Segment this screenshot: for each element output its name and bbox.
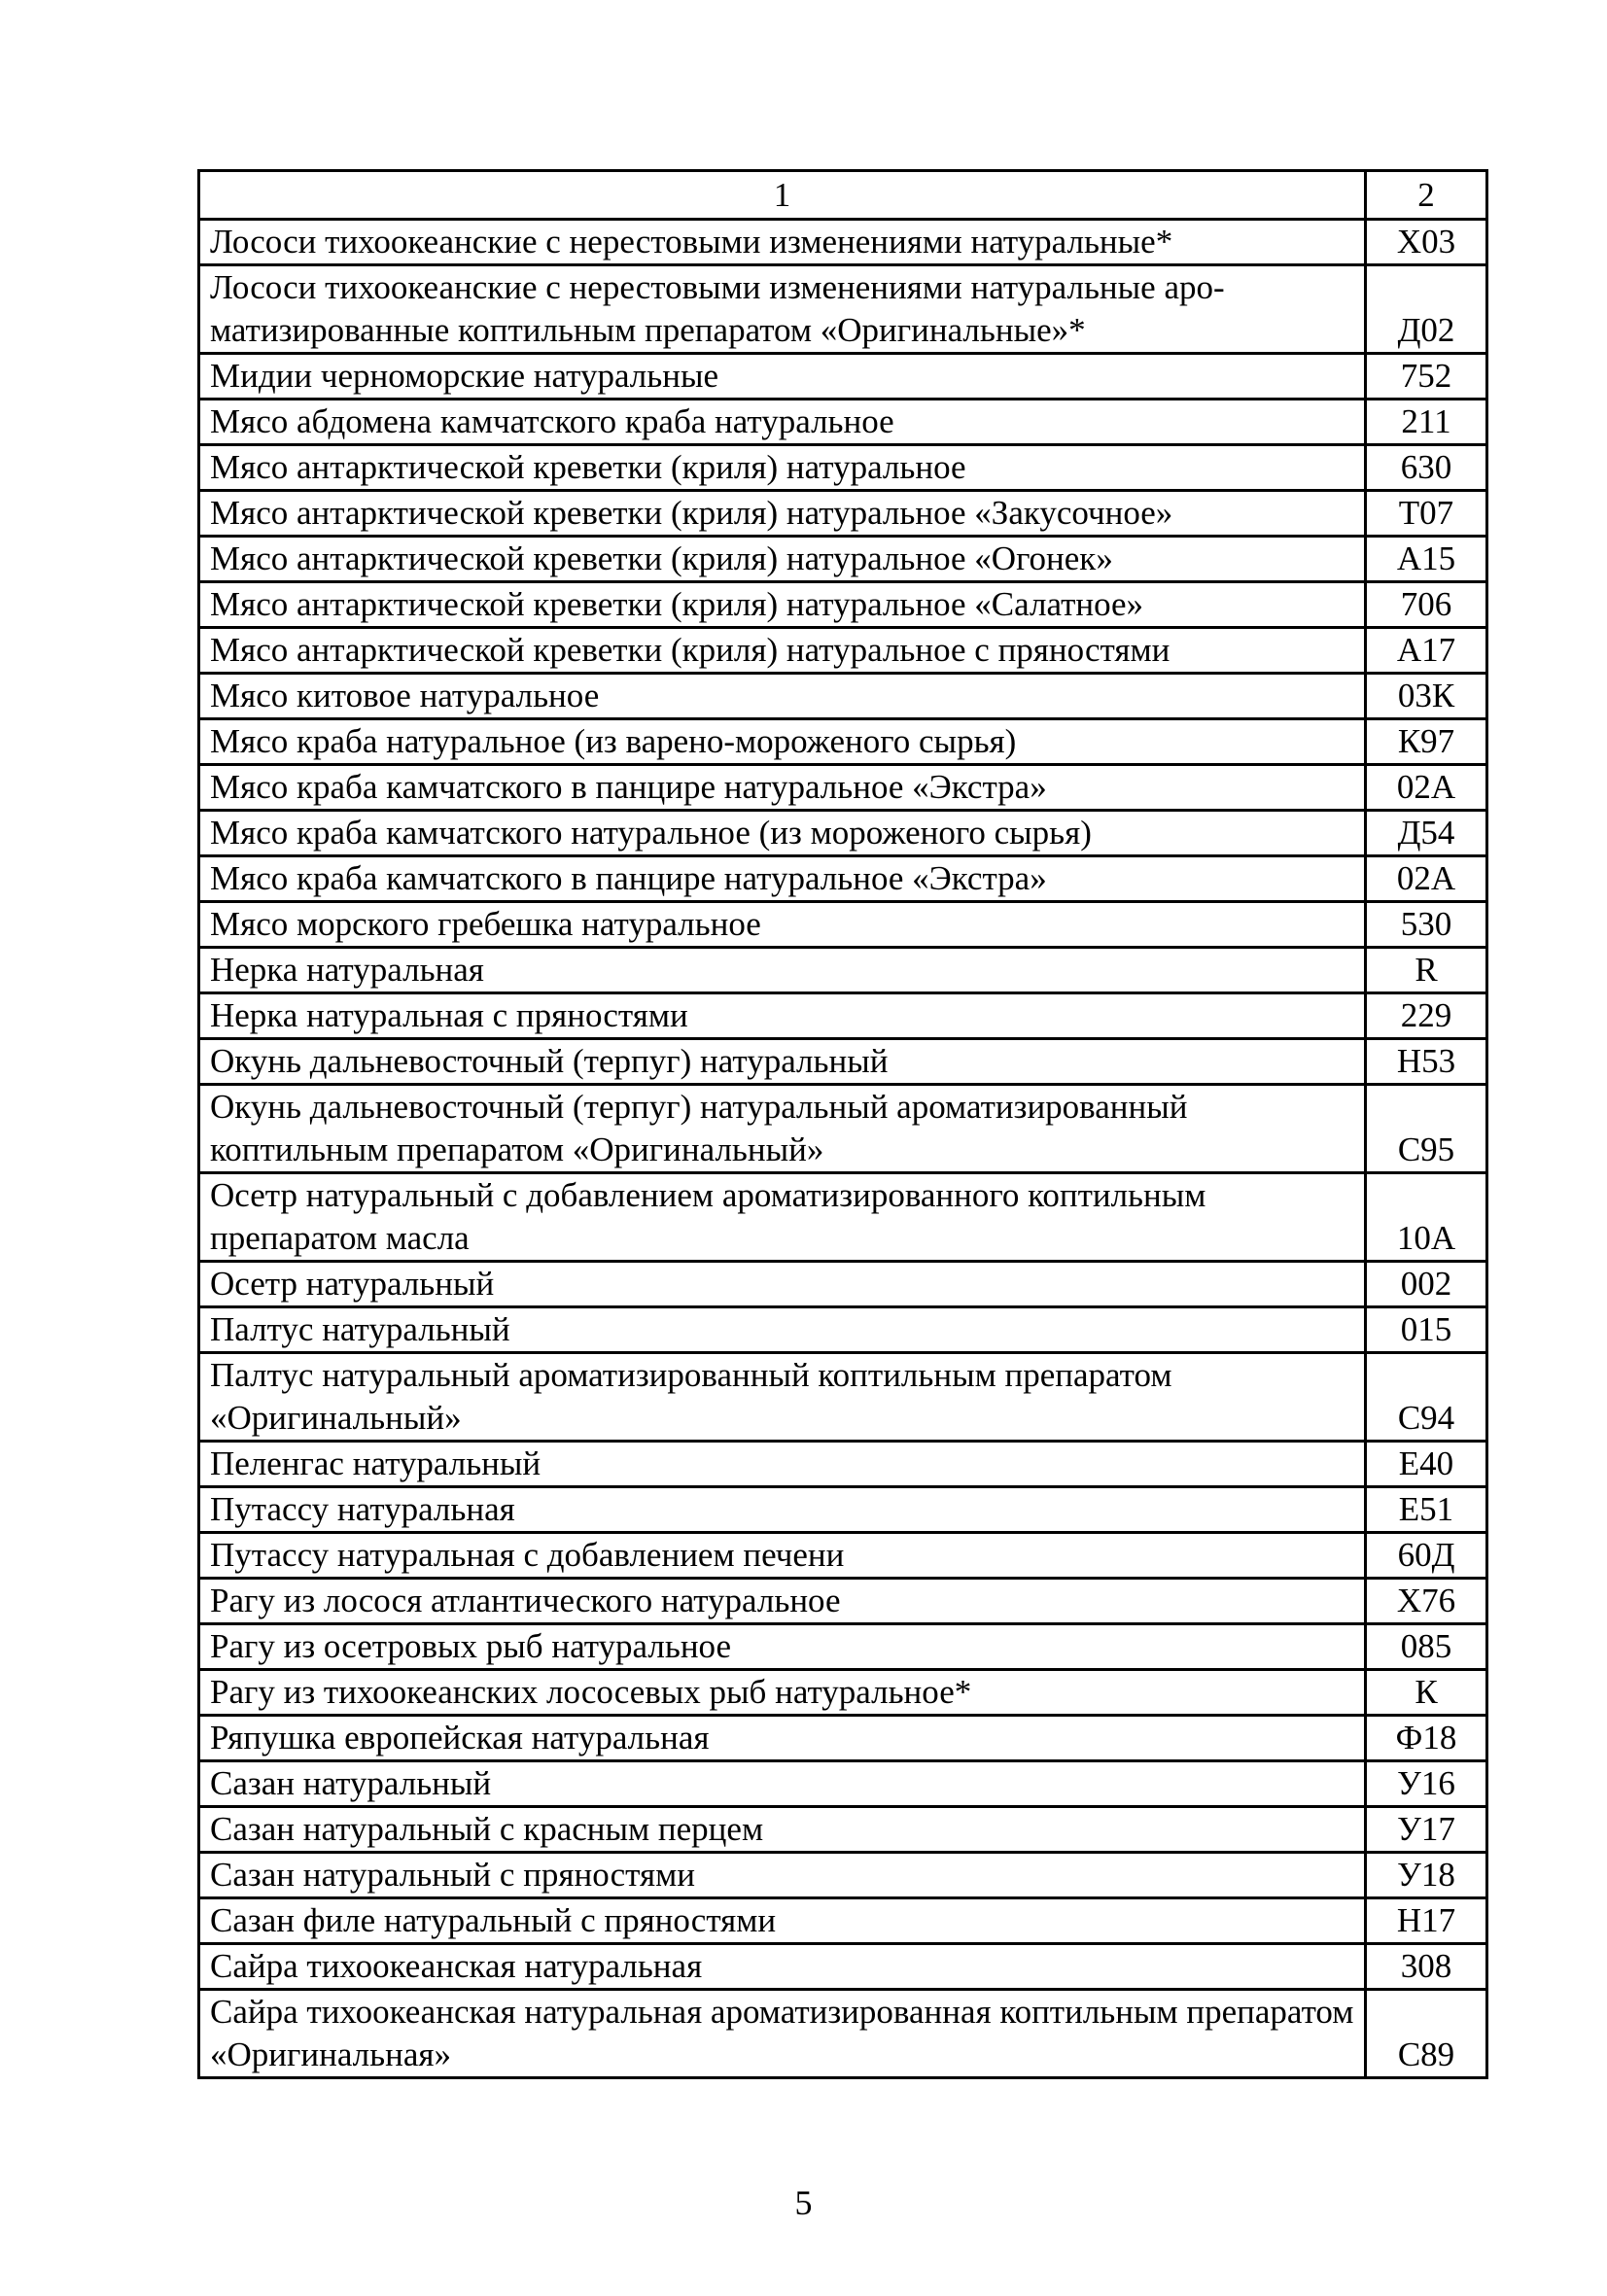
product-name-cell: Мясо краба камчатского в панцире натуральное «Экстра» <box>199 765 1366 811</box>
product-code-cell: У18 <box>1366 1853 1487 1898</box>
product-code-cell: К97 <box>1366 719 1487 765</box>
product-name-cell: Палтус натуральный <box>199 1307 1366 1353</box>
table-row <box>199 1307 1487 1353</box>
product-name-cell: Путассу натуральная <box>199 1487 1366 1533</box>
table-row <box>199 1898 1487 1944</box>
product-name-cell: Лососи тихоокеанские с нерестовыми изменениями натуральные аро-матизированные коптильным препаратом «Оригинальные»* <box>199 265 1366 354</box>
table-row <box>199 1807 1487 1853</box>
table-row <box>199 1173 1487 1262</box>
product-code-cell: Ф18 <box>1366 1716 1487 1761</box>
product-name-cell: Мясо антарктической креветки (криля) натуральное с пряностями <box>199 628 1366 674</box>
table-row <box>199 1990 1487 2078</box>
product-code-cell: 308 <box>1366 1944 1487 1990</box>
table-row <box>199 354 1487 400</box>
table-row <box>199 445 1487 491</box>
product-code-cell: 03К <box>1366 674 1487 719</box>
product-code-cell: Н17 <box>1366 1898 1487 1944</box>
table-row <box>199 1624 1487 1670</box>
product-name-cell: Сазан натуральный с пряностями <box>199 1853 1366 1898</box>
product-code-cell: Н53 <box>1366 1039 1487 1085</box>
table-row <box>199 1085 1487 1173</box>
table-row <box>199 856 1487 902</box>
table-row <box>199 1487 1487 1533</box>
product-name-cell: Окунь дальневосточный (терпуг) натуральный <box>199 1039 1366 1085</box>
product-code-cell: 085 <box>1366 1624 1487 1670</box>
table-row <box>199 765 1487 811</box>
table-row <box>199 1353 1487 1442</box>
product-code-cell: А17 <box>1366 628 1487 674</box>
product-name-cell: Сайра тихоокеанская натуральная ароматизированная коптильным препаратом «Оригинальная» <box>199 1990 1366 2078</box>
table-row <box>199 220 1487 265</box>
table-row <box>199 265 1487 354</box>
product-code-cell: 630 <box>1366 445 1487 491</box>
table-row <box>199 400 1487 445</box>
product-code-cell: Х03 <box>1366 220 1487 265</box>
table-row <box>199 537 1487 582</box>
product-name-cell: Мясо абдомена камчатского краба натуральное <box>199 400 1366 445</box>
table-row <box>199 491 1487 537</box>
product-code-cell: R <box>1366 948 1487 993</box>
product-code-cell: С95 <box>1366 1085 1487 1173</box>
product-name-cell: Рагу из тихоокеанских лососевых рыб натуральное* <box>199 1670 1366 1716</box>
table-row <box>199 1670 1487 1716</box>
table-row <box>199 948 1487 993</box>
product-code-cell: Д02 <box>1366 265 1487 354</box>
product-code-cell: 10А <box>1366 1173 1487 1262</box>
product-code-cell: 02А <box>1366 856 1487 902</box>
header-row <box>199 171 1487 220</box>
product-code-cell: 530 <box>1366 902 1487 948</box>
product-name-cell: Сазан натуральный с красным перцем <box>199 1807 1366 1853</box>
table-row <box>199 1579 1487 1624</box>
product-code-cell: С89 <box>1366 1990 1487 2078</box>
product-code-table <box>197 169 1488 2079</box>
product-name-cell: Окунь дальневосточный (терпуг) натуральный ароматизированный коптильным препаратом «Оригинальный» <box>199 1085 1366 1173</box>
table-row <box>199 1533 1487 1579</box>
page-number: 5 <box>794 2183 813 2222</box>
product-name-cell: Мясо антарктической креветки (криля) натуральное <box>199 445 1366 491</box>
product-code-cell: А15 <box>1366 537 1487 582</box>
product-code-cell: Х76 <box>1366 1579 1487 1624</box>
product-name-cell: Мясо китовое натуральное <box>199 674 1366 719</box>
table-row <box>199 1262 1487 1307</box>
product-name-cell: Мидии черноморские натуральные <box>199 354 1366 400</box>
product-code-cell: 60Д <box>1366 1533 1487 1579</box>
product-code-cell: Д54 <box>1366 811 1487 856</box>
column-header-2: 2 <box>1366 171 1487 220</box>
product-name-cell: Нерка натуральная с пряностями <box>199 993 1366 1039</box>
table-row <box>199 1944 1487 1990</box>
table-body <box>199 220 1487 2078</box>
product-name-cell: Мясо краба натуральное (из варено-мороженого сырья) <box>199 719 1366 765</box>
product-name-cell: Мясо краба камчатского в панцире натуральное «Экстра» <box>199 856 1366 902</box>
product-code-cell: 015 <box>1366 1307 1487 1353</box>
table-row <box>199 1039 1487 1085</box>
product-code-cell: К <box>1366 1670 1487 1716</box>
product-code-cell: У16 <box>1366 1761 1487 1807</box>
table-row <box>199 1442 1487 1487</box>
table-row <box>199 582 1487 628</box>
column-header-1: 1 <box>199 171 1366 220</box>
table-row <box>199 1716 1487 1761</box>
product-name-cell: Сайра тихоокеанская натуральная <box>199 1944 1366 1990</box>
table-row <box>199 811 1487 856</box>
product-code-cell: 211 <box>1366 400 1487 445</box>
product-code-cell: 752 <box>1366 354 1487 400</box>
table-row <box>199 719 1487 765</box>
product-code-cell: 229 <box>1366 993 1487 1039</box>
table-row <box>199 1761 1487 1807</box>
product-code-cell: У17 <box>1366 1807 1487 1853</box>
product-name-cell: Рагу из осетровых рыб натуральное <box>199 1624 1366 1670</box>
product-name-cell: Пеленгас натуральный <box>199 1442 1366 1487</box>
product-code-cell: Е51 <box>1366 1487 1487 1533</box>
table-row <box>199 674 1487 719</box>
product-name-cell: Путассу натуральная с добавлением печени <box>199 1533 1366 1579</box>
product-name-cell: Ряпушка европейская натуральная <box>199 1716 1366 1761</box>
table-row <box>199 1853 1487 1898</box>
product-name-cell: Мясо морского гребешка натуральное <box>199 902 1366 948</box>
product-code-cell: 002 <box>1366 1262 1487 1307</box>
table-row <box>199 993 1487 1039</box>
product-name-cell: Мясо антарктической креветки (криля) натуральное «Закусочное» <box>199 491 1366 537</box>
product-code-cell: Е40 <box>1366 1442 1487 1487</box>
product-code-cell: 02А <box>1366 765 1487 811</box>
product-name-cell: Осетр натуральный <box>199 1262 1366 1307</box>
product-name-cell: Рагу из лосося атлантического натуральное <box>199 1579 1366 1624</box>
product-code-cell: С94 <box>1366 1353 1487 1442</box>
product-name-cell: Осетр натуральный с добавлением ароматизированного коптильным препаратом масла <box>199 1173 1366 1262</box>
table-header <box>199 171 1487 220</box>
table-row <box>199 628 1487 674</box>
product-name-cell: Лососи тихоокеанские с нерестовыми изменениями натуральные* <box>199 220 1366 265</box>
product-name-cell: Сазан натуральный <box>199 1761 1366 1807</box>
product-name-cell: Мясо антарктической креветки (криля) натуральное «Огонек» <box>199 537 1366 582</box>
product-name-cell: Нерка натуральная <box>199 948 1366 993</box>
table-row <box>199 902 1487 948</box>
product-code-cell: 706 <box>1366 582 1487 628</box>
product-name-cell: Сазан филе натуральный с пряностями <box>199 1898 1366 1944</box>
product-name-cell: Мясо краба камчатского натуральное (из мороженого сырья) <box>199 811 1366 856</box>
product-name-cell: Мясо антарктической креветки (криля) натуральное «Салатное» <box>199 582 1366 628</box>
product-code-cell: Т07 <box>1366 491 1487 537</box>
product-name-cell: Палтус натуральный ароматизированный коптильным препаратом «Оригинальный» <box>199 1353 1366 1442</box>
